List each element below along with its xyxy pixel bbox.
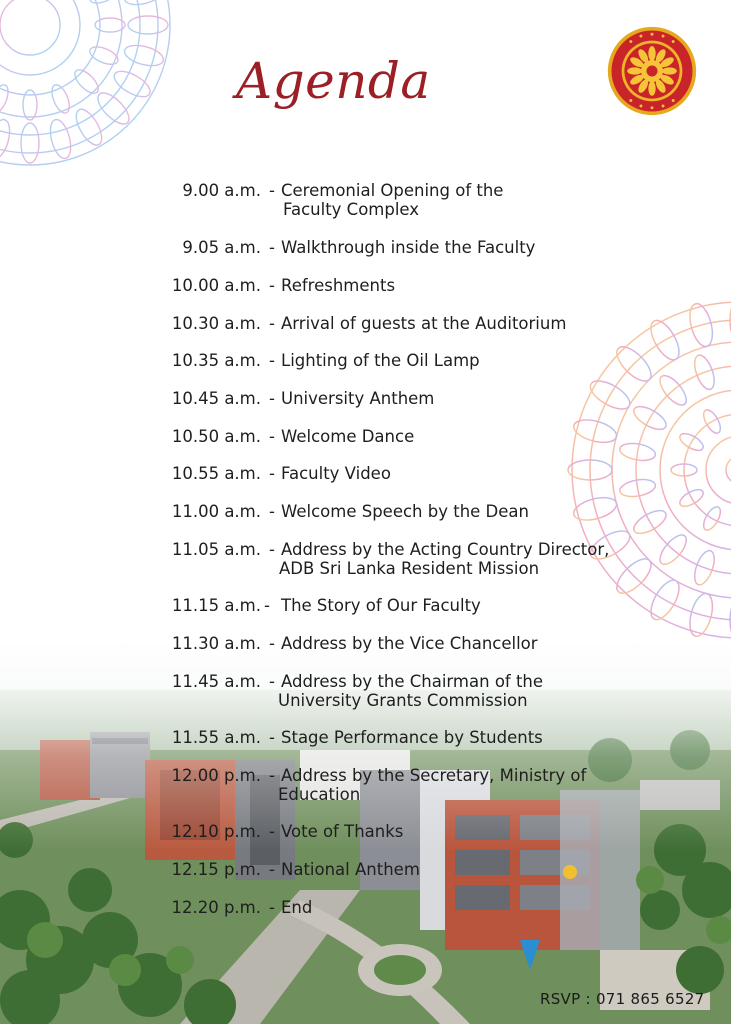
agenda-description: Faculty Video (281, 464, 391, 483)
agenda-time: 10.55 a.m. (171, 464, 261, 483)
agenda-time: 11.55 a.m. (171, 728, 261, 747)
agenda-description: Refreshments (281, 276, 396, 295)
agenda-description: Lighting of the Oil Lamp (281, 351, 480, 370)
agenda-description: The Story of Our Faculty (281, 596, 481, 615)
agenda-dash: - (269, 860, 275, 879)
agenda-time: 10.45 a.m. (171, 389, 261, 408)
page-title: Agenda (236, 52, 431, 110)
agenda-dash: - (269, 314, 275, 333)
agenda-description: Vote of Thanks (281, 822, 404, 841)
agenda-description: Stage Performance by Students (281, 728, 543, 747)
agenda-dash: - (269, 181, 275, 200)
agenda-time: 10.35 a.m. (171, 351, 261, 370)
agenda-description: University Anthem (281, 389, 435, 408)
agenda-description: Address by the Secretary, Ministry of (281, 766, 587, 785)
agenda-time: 11.15 a.m. (171, 596, 261, 615)
agenda-time: 11.30 a.m. (171, 634, 261, 653)
agenda-dash: - (269, 464, 275, 483)
agenda-dash: - (269, 238, 275, 257)
agenda-dash: - (269, 634, 275, 653)
agenda-dash: - (269, 766, 275, 785)
agenda-time: 10.30 a.m. (171, 314, 261, 333)
agenda-time: 12.10 p.m. (171, 822, 261, 841)
agenda-time: 11.05 a.m. (171, 540, 261, 559)
agenda-description: National Anthem (281, 860, 420, 879)
agenda-dash: - (269, 276, 275, 295)
agenda-time: 11.45 a.m. (171, 672, 261, 691)
agenda-description: Address by the Vice Chancellor (281, 634, 538, 653)
agenda-description-line2: Faculty Complex (283, 200, 420, 219)
agenda-time: 12.15 p.m. (171, 860, 261, 879)
agenda-time: 9.00 a.m. (182, 181, 261, 200)
agenda-time: 11.00 a.m. (171, 502, 261, 521)
agenda-description-line2: University Grants Commission (278, 691, 528, 710)
agenda-dash: - (269, 502, 275, 521)
agenda-description: Address by the Acting Country Director, (281, 540, 610, 559)
agenda-time: 9.05 a.m. (182, 238, 261, 257)
agenda-description-line2: ADB Sri Lanka Resident Mission (279, 559, 540, 578)
agenda-description: End (281, 898, 313, 917)
agenda-time: 12.20 p.m. (171, 898, 261, 917)
agenda-time: 10.50 a.m. (171, 427, 261, 446)
agenda-description: Welcome Speech by the Dean (281, 502, 529, 521)
agenda-description: Walkthrough inside the Faculty (281, 238, 536, 257)
agenda-dash: - (269, 898, 275, 917)
agenda-time: 12.00 p.m. (171, 766, 261, 785)
agenda-dash: - (269, 427, 275, 446)
agenda-dash: - (269, 728, 275, 747)
agenda-dash: - (264, 596, 270, 615)
agenda-description: Ceremonial Opening of the (281, 181, 504, 200)
agenda-description: Arrival of guests at the Auditorium (281, 314, 567, 333)
agenda-dash: - (269, 672, 275, 691)
agenda-dash: - (269, 389, 275, 408)
agenda-time: 10.00 a.m. (171, 276, 261, 295)
agenda-dash: - (269, 540, 275, 559)
agenda-description: Welcome Dance (281, 427, 415, 446)
agenda-dash: - (269, 351, 275, 370)
rsvp-contact: RSVP : 071 865 6527 (540, 990, 705, 1008)
agenda-dash: - (269, 822, 275, 841)
agenda-description: Address by the Chairman of the (281, 672, 544, 691)
agenda-description-line2: Education (278, 785, 361, 804)
